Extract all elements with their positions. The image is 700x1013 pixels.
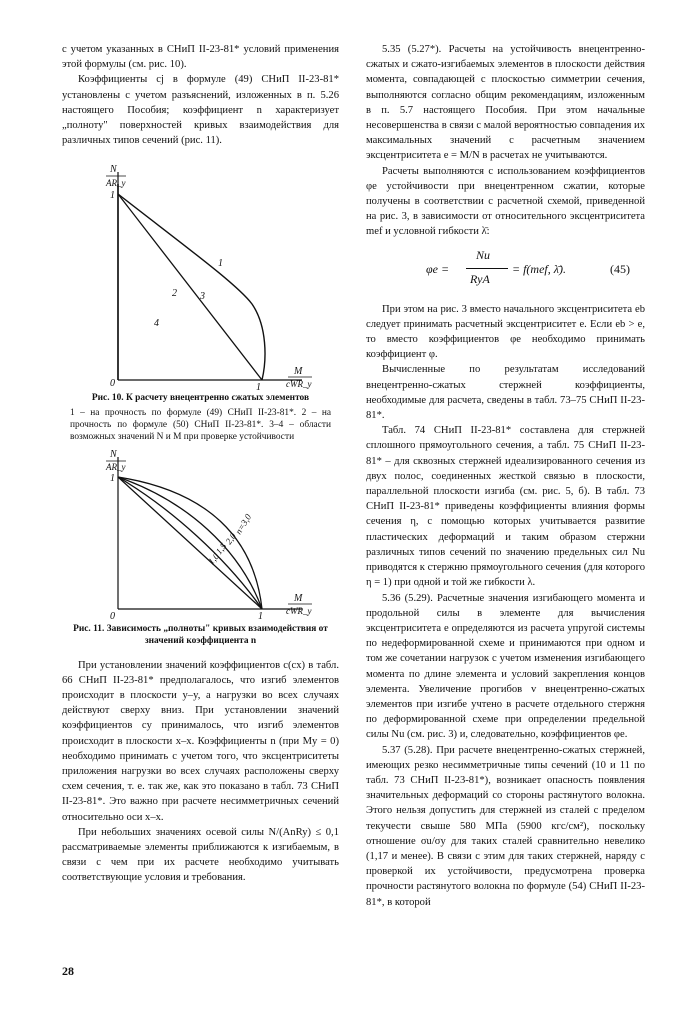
fig10-label-2: 2 [172, 288, 177, 300]
paragraph: При небольших значениях осевой силы N/(AnRy) ≤ 0,1 рассматриваемые элементы приближаются к изгибаемым, в связи с чем при их расчете необходимо учитывать соответствующие условия и требования. [62, 826, 339, 884]
fig11-label-n10: 1,0 [206, 551, 222, 567]
fig10-line-2 [118, 194, 262, 380]
formula-rhs: = f(mef, λ̄). [512, 261, 566, 276]
fig11-xlabel-bottom: cWR_y [286, 606, 312, 617]
fig11-curve-n10 [118, 477, 262, 609]
paragraph: Расчеты выполняются с использованием коэффициентов φe устойчивости при внецентренном сжатии, которые получены в соответствии с расчетной схемой, приведенной на рис. 3, в зависимости от относительного эксцентриситета mef и условной гибкости λ̄: [366, 165, 645, 238]
formula-numerator: Nu [476, 247, 491, 262]
paragraph: с учетом указанных в СНиП II-23-81* условий применения этой формулы (см. рис. 10). [62, 44, 339, 71]
fig10-tick-x: 1 [256, 382, 261, 391]
formula-45 [366, 244, 645, 296]
fig10-axes [118, 172, 302, 380]
paragraph: При установлении значений коэффициентов c(cx) в табл. 66 СНиП II-23-81* предполагалось, что изгиб элементов происходит в плоскости y–y, а нагрузки во всех случаях действуют сверху вниз. При установлении значений коэффициентов cy принималось, что изгиб элементов происходит в плоскости x–x. Коэффициенты n (при My = 0) необходимо принимать с учетом того, что эксцентриситеты приложения нагрузки во всех случаях расположены сверху схем сечения, т. е. так же, как это показано в табл. 73 СНиП II-23-81*. Это важно при расчете несимметричных сечений относительно оси x–x. [62, 659, 339, 823]
figure-10-legend: 1 – на прочность по формуле (49) СНиП II-23-81*. 2 – на прочность по формуле (50) СНиП II-23-81*. 3–4 – области возможных значений N и M при проверке устойчивости [70, 407, 331, 443]
fig10-tick-y: 1 [110, 190, 115, 202]
formula-fraction-line [466, 268, 508, 269]
fig11-label-n15: 1,5 [213, 541, 229, 557]
fig11-label-n20: 2,0 [223, 531, 239, 547]
page-number: 28 [62, 964, 74, 978]
fig11-tick-y: 1 [110, 473, 115, 485]
fig11-ylabel-bottom: AR_y [106, 462, 126, 473]
left-column [62, 42, 339, 886]
fig11-tick-x: 1 [258, 611, 263, 622]
fig11-axes [118, 457, 302, 609]
paragraph: Вычисленные по результатам исследований внецентренно-сжатых стержней коэффициенты, необходимые для расчета, сведены в табл. 73–75 СНиП II-23-81*. [366, 364, 645, 422]
paragraph: При этом на рис. 3 вместо начального эксцентриситета eb следует принимать расчетный эксцентриситет e. Если eb > e, то вместо коэффициентов φe необходимо принимать коэффициент φ. [366, 303, 645, 361]
right-column [366, 42, 645, 910]
fig11-xlabel-top: M [294, 593, 303, 605]
paragraph: Коэффициенты cj в формуле (49) СНиП II-23-81* установлены с учетом разъяснений, изложенных в п. 5.26 настоящего Пособия; коэффициент n характеризует „полноту" поверхностей кривых взаимодействия для различных типов сечений (рис. 11). [62, 74, 339, 147]
paragraph: Табл. 74 СНиП II-23-81* составлена для стержней сплошного прямоугольного сечения, а табл. 75 СНиП II-23-81* – для сквозных стержней идеализированного сечения из двух полос, соединенных жесткой связью в плоскости, параллельной плоскости изгиба (см. рис. 5, б). В табл. 73 СНиП II-23-81* приведены коэффициенты влияния формы сечения η, с помощью которых учитывается развитие пластических деформаций и таким образом стержни различных типов сечений по значению предельных сил Nu приводятся к стержню прямоугольного сечения (для которого η = 1) при одной и той же гибкости λ. [366, 425, 645, 589]
fig10-label-1: 1 [218, 258, 223, 270]
figure-10 [62, 154, 339, 390]
fig10-ylabel-bottom: AR_y [106, 178, 126, 189]
fig11-origin: 0 [110, 611, 115, 622]
fig11-label-n30: n=3,0 [233, 512, 254, 537]
figure-11-caption: Рис. 11. Зависимость „полноты" кривых взаимодействия от значений коэффициента n [73, 624, 328, 647]
formula-denominator: RyA [470, 271, 490, 286]
paragraph: 5.35 (5.27*). Расчеты на устойчивость внецентренно-сжатых и сжато-изгибаемых элементов в плоскости действия момента, совпадающей с плоскостью симметрии сечения, выполняются согласно общим рекомендациям, изложенным в п. 5.7 настоящего Пособия. При этом начальные несовершенства в связи с малой вероятностью совпадения их максимальных значений с расчетным значением эксцентриситета e = M/N в расчетах не учитываются. [366, 44, 645, 162]
fig10-xlabel-bottom: cWR_y [286, 379, 312, 390]
fig10-label-3: 3 [200, 291, 205, 303]
formula-number: (45) [610, 261, 630, 276]
fig10-xlabel-top: M [294, 366, 303, 378]
fig10-origin: 0 [110, 378, 115, 390]
figure-11 [62, 449, 339, 621]
paragraph: 5.36 (5.29). Расчетные значения изгибающего момента и продольной силы в элементе для вычисления эксцентриситета e определяются из расчета упругой системы по недеформированной схеме и принимаются при одном и том же сочетании нагрузок с учетом изменения изгибающего момента по длине элемента и условий закрепления концов элемента. Увеличение прогибов v внецентренно-сжатых элементов при изгибе учтено в расчете отдельного стержня по деформированной схеме при определении предельной силы Nu (см. рис. 3) и, следовательно, коэффициентов φe. [366, 592, 645, 741]
formula-lhs: φe = [426, 261, 450, 276]
figure-10-caption: Рис. 10. К расчету внецентренно сжатых элементов [91, 393, 310, 404]
fig10-label-4: 4 [154, 318, 159, 330]
paragraph: 5.37 (5.28). При расчете внецентренно-сжатых стержней, имеющих резко несимметричные типы сечений (10 и 11 по табл. 73 СНиП II-23-81*), возникает опасность появления значительных деформаций со стороны растянутого волокна. Этого нельзя допустить для стержней из сталей с пределом текучести свыше 580 МПа (5900 кгс/см²), поскольку отношение σu/σy для таких сталей сравнительно невелико (1,17 и менее). В связи с этим для таких стержней, наряду с проверкой их устойчивости, предусмотрена проверка прочности растянутого волокна по формуле (54) СНиП II-23-81*, в которой [366, 744, 645, 908]
fig10-ylabel-top: N [110, 164, 117, 176]
fig11-ylabel-top: N [110, 449, 117, 461]
